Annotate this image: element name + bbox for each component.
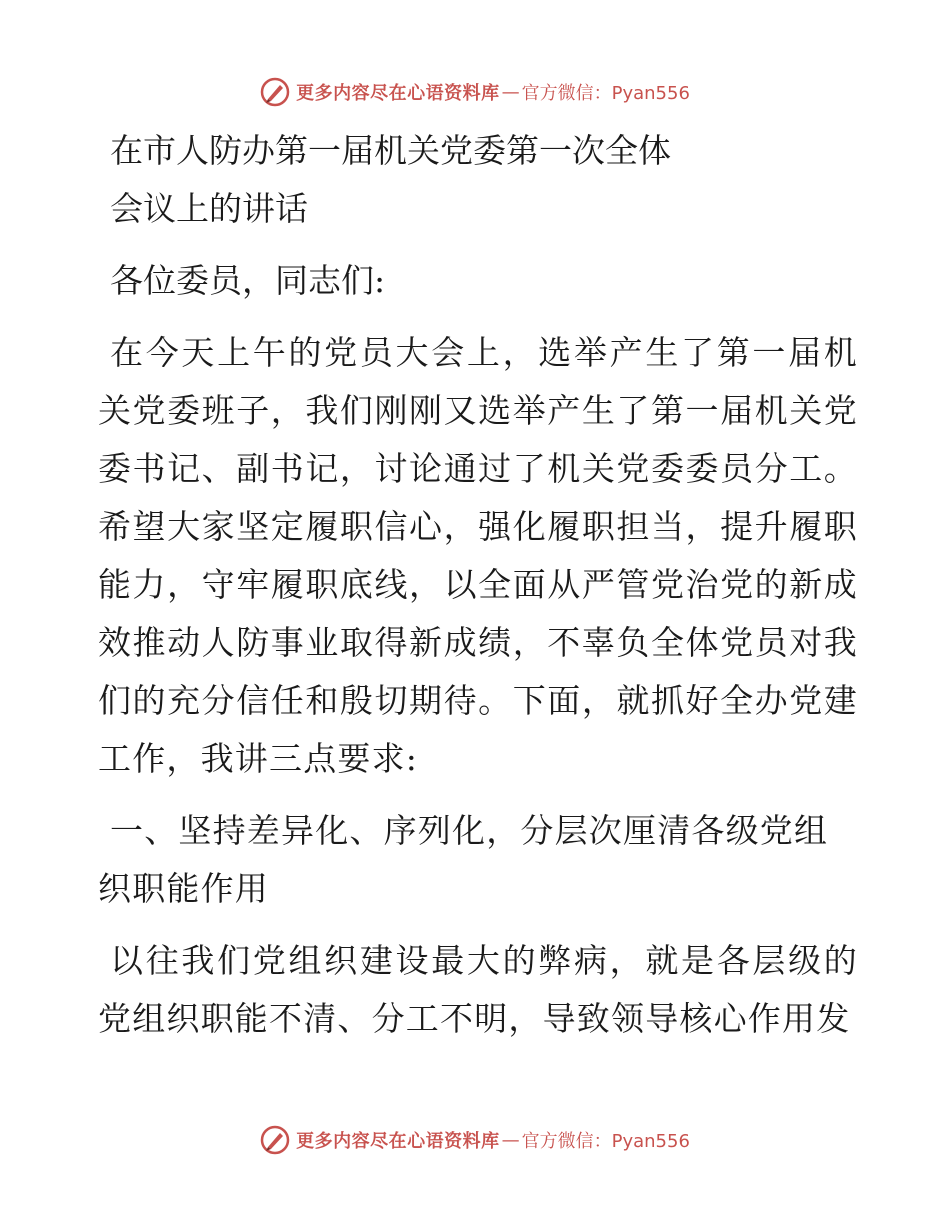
watermark-dash: — [501,1129,520,1151]
watermark-sub-text: 官方微信：Pyan556 [521,83,690,104]
salutation: 各位委员，同志们: [110,261,386,300]
paragraph-2: 以往我们党组织建设最大的弊病，就是各层级的党组织职能不清、分工不明，导致领导核心作用发 [98,941,858,1038]
section-heading-1: 一、坚持差异化、序列化，分层次厘清各级党组织职能作用 [98,811,829,908]
paragraph-1: 在今天上午的党员大会上，选举产生了第一届机关党委班子，我们刚刚又选举产生了第一届机关党委书记、副书记，讨论通过了机关党委委员分工。希望大家坚定履职信心，强化履职担当，提升履职能力，守牢履职底线，以全面从严管党治党的新成效推动人防事业取得新成绩，不辜负全体党员对我们的充分信任和殷切期待。下面，就抓好全办党建工作，我讲三点要求: [98,333,858,778]
document-body [98,122,858,1048]
watermark-main-text: 更多内容尽在心语资料库 [296,1131,500,1152]
pen-logo-icon [260,77,290,107]
document-title-line1: 在市人防办第一届机关党委第一次全体 [110,131,671,170]
watermark-sub-text: 官方微信：Pyan556 [521,1131,690,1152]
watermark-header [0,72,950,112]
watermark-footer [0,1120,950,1160]
document-title-line2: 会议上的讲话 [110,189,308,228]
pen-logo-icon [260,1125,290,1155]
watermark-main-text: 更多内容尽在心语资料库 [296,83,500,104]
watermark-dash: — [501,81,520,103]
